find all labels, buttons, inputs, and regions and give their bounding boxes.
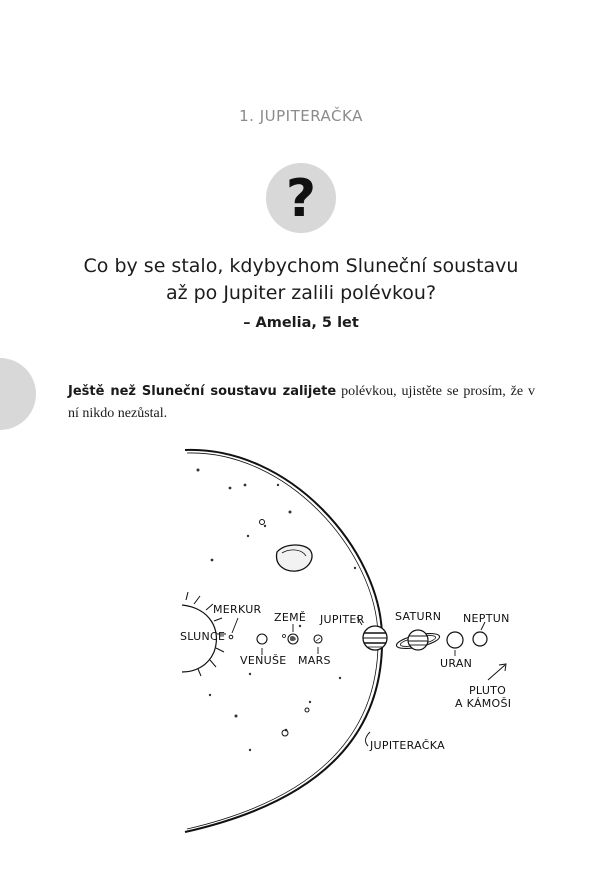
venus-label: VENUŠE bbox=[240, 654, 287, 667]
question-line-1: Co by se stalo, kdybychom Sluneční soustavu bbox=[83, 255, 519, 277]
pluto-arrow bbox=[488, 665, 505, 680]
chapter-title: 1. JUPITERAČKA bbox=[239, 107, 363, 125]
saturn bbox=[395, 630, 441, 651]
body-paragraph bbox=[68, 381, 535, 425]
pluto-label-line-1: PLUTO bbox=[469, 684, 507, 697]
neptune bbox=[473, 632, 487, 646]
uranus-label: URAN bbox=[440, 657, 473, 670]
pluto-label-line-2: A KÁMOŠI bbox=[455, 697, 512, 710]
saturn-label: SATURN bbox=[395, 610, 442, 623]
question-mark-icon: ? bbox=[285, 169, 317, 229]
sun-label: SLUNCE bbox=[180, 630, 226, 643]
uranus bbox=[447, 632, 463, 648]
mars bbox=[314, 635, 322, 643]
jupiter bbox=[363, 626, 387, 650]
mercury-label: MERKUR bbox=[213, 603, 262, 616]
venus bbox=[257, 634, 267, 644]
jupiter-soup-illustration bbox=[150, 440, 530, 840]
question-badge bbox=[266, 163, 336, 233]
earth-label: ZEMĚ bbox=[274, 611, 307, 624]
question-asker: – Amelia, 5 let bbox=[243, 315, 359, 331]
jupiter-label: JUPITER bbox=[320, 613, 365, 626]
mars-label: MARS bbox=[298, 654, 331, 667]
mercury bbox=[229, 635, 233, 639]
question-line-2: až po Jupiter zalili polévkou? bbox=[165, 282, 437, 304]
body-bold-lead: Ještě než Sluneční soustavu zalijete bbox=[68, 384, 337, 399]
neptune-label: NEPTUN bbox=[463, 612, 510, 625]
soup-label: JUPITERAČKA bbox=[370, 739, 445, 752]
body-rest: polévkou, ujistěte se prosím, že v ní nikdo nezůstal. bbox=[68, 384, 535, 421]
side-tab-marker bbox=[0, 358, 36, 430]
soup-chunk bbox=[277, 545, 313, 571]
question-text bbox=[0, 253, 602, 307]
